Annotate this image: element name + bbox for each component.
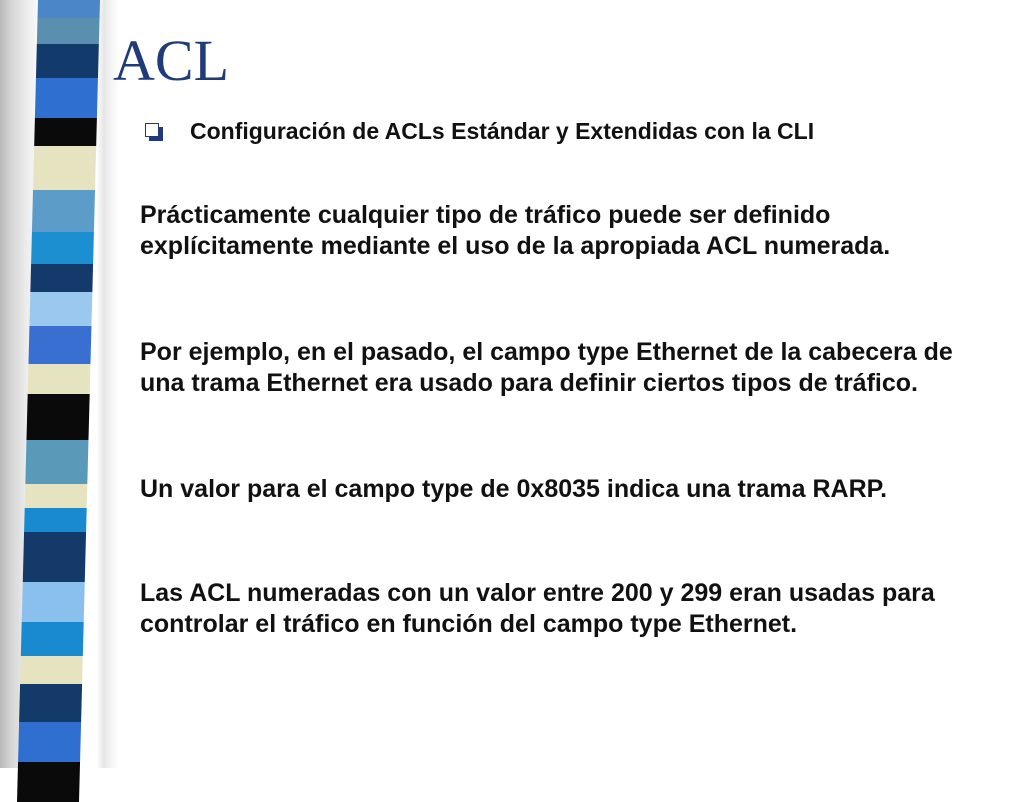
stripe-segment [20,656,83,684]
color-block-stripe [18,0,100,768]
stripe-segment [18,722,81,762]
paragraph: Prácticamente cualquier tipo de tráfico puede ser definido explícitamente mediante el uso de la apropiada ACL numerada. [140,201,891,260]
stripe-segment [30,264,93,292]
paragraph: Las ACL numeradas con un valor entre 200 y 299 eran usadas para controlar el tráfico en función del campo type Ethernet. [140,579,935,638]
stripe-segment [25,484,88,508]
paragraph: Por ejemplo, en el pasado, el campo type Ethernet de la cabecera de una trama Ethernet era usado para definir ciertos tipos de tráfico. [140,338,953,397]
stripe-segment [17,762,80,802]
stripe-segment [36,44,99,78]
stripe-segment [26,394,89,440]
stripe-segment [34,118,97,146]
decorative-side-stripe [0,0,120,768]
stripe-segment [32,190,95,232]
paragraph: Un valor para el campo type de 0x8035 indica una trama RARP. [140,475,888,503]
slide-title: ACL [113,28,229,93]
stripe-segment [19,684,82,722]
stripe-segment [33,146,96,190]
subtitle-bullet [145,118,814,145]
stripe-segment [22,582,85,622]
slide-subtitle: Configuración de ACLs Estándar y Extendidas con la CLI [190,118,815,144]
stripe-segment [28,364,91,394]
hollow-square-bullet-icon [145,123,163,141]
stripe-segment [31,232,94,264]
stripe-segment [21,622,84,656]
stripe-segment [37,18,100,44]
stripe-segment [38,0,100,18]
stripe-segment [28,326,91,364]
stripe-segment [29,292,92,326]
stripe-segment [24,508,87,532]
stripe-segment [25,440,88,484]
stripe-segment [23,532,86,582]
bullet-box [145,123,159,137]
stripe-segment [35,78,98,118]
